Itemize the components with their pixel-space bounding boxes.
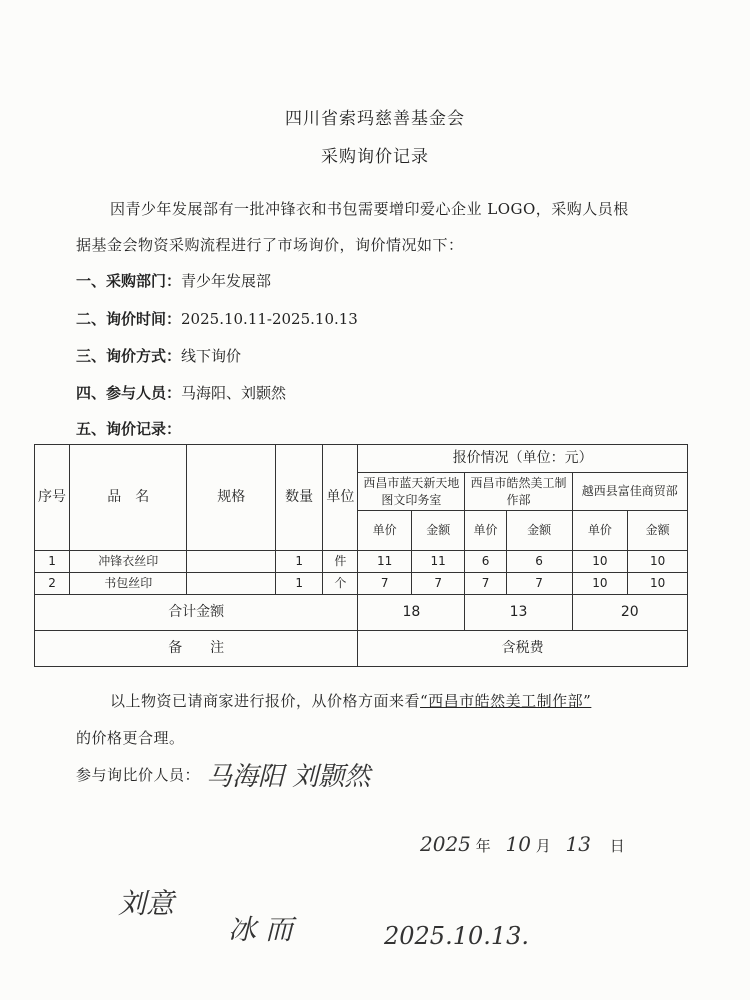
- vendor-1: 西昌市蓝天新天地图文印务室: [358, 473, 465, 511]
- cell-name: 冲锋衣丝印: [70, 551, 187, 573]
- cell-amount: 11: [411, 551, 465, 573]
- header-unit: 单位: [323, 445, 358, 551]
- cell-unit: 个: [323, 573, 358, 595]
- cell-seq: 1: [35, 551, 70, 573]
- approver-date: 2025.10.13.: [384, 922, 530, 950]
- section-record: 五、询价记录：: [76, 420, 182, 438]
- total-vendor-2: 13: [465, 595, 572, 631]
- sub-unit-price: 单价: [358, 511, 412, 551]
- intro-line-1: 因青少年发展部有一批冲锋衣和书包需要增印爱心企业 LOGO，采购人员根: [110, 200, 629, 218]
- total-label: 合计金额: [35, 595, 358, 631]
- cell-seq: 2: [35, 573, 70, 595]
- cell-amount: 10: [628, 551, 688, 573]
- cell-price: 10: [572, 551, 628, 573]
- header-spec: 规格: [187, 445, 276, 551]
- vendor-3: 越西县富佳商贸部: [572, 473, 687, 511]
- total-vendor-1: 18: [358, 595, 465, 631]
- cell-qty: 1: [275, 551, 322, 573]
- cell-price: 11: [358, 551, 412, 573]
- cell-amount: 10: [628, 573, 688, 595]
- header-seq: 序号: [35, 445, 70, 551]
- cell-price: 10: [572, 573, 628, 595]
- remark-row: [35, 631, 688, 667]
- conclusion-line-1: 以上物资已请商家进行报价，从价格方面来看“西昌市皓然美工制作部”: [110, 692, 592, 710]
- inquiry-table: [34, 444, 688, 667]
- cell-unit: 件: [323, 551, 358, 573]
- total-row: [35, 595, 688, 631]
- org-name: 四川省索玛慈善基金会: [285, 109, 465, 129]
- remark-label: 备 注: [35, 631, 358, 667]
- cell-price: 7: [465, 573, 506, 595]
- cell-price: 7: [358, 573, 412, 595]
- section-dept: 一、采购部门：青少年发展部: [76, 272, 272, 290]
- conclusion-line-2: 的价格更合理。: [76, 729, 185, 747]
- approver-signature-2: 冰 而: [228, 913, 293, 946]
- header-quote: 报价情况（单位：元）: [358, 445, 688, 473]
- cell-price: 6: [465, 551, 506, 573]
- section-time: 二、询价时间：2025.10.11-2025.10.13: [76, 310, 358, 328]
- header-qty: 数量: [275, 445, 322, 551]
- sub-unit-price: 单价: [572, 511, 628, 551]
- table-row: [35, 573, 688, 595]
- cell-amount: 7: [506, 573, 572, 595]
- page-title: 采购询价记录: [321, 147, 429, 167]
- header-name: 品 名: [70, 445, 187, 551]
- cell-spec: [187, 551, 276, 573]
- section-people: 四、参与人员：马海阳、刘颢然: [76, 384, 287, 402]
- vendor-2: 西昌市皓然美工制作部: [465, 473, 572, 511]
- sub-unit-price: 单价: [465, 511, 506, 551]
- cell-qty: 1: [275, 573, 322, 595]
- cell-name: 书包丝印: [70, 573, 187, 595]
- approver-signature-1: 刘意: [118, 887, 175, 920]
- sign-date: 2025 年 10 月 13 日: [420, 832, 625, 856]
- sub-amount: 金额: [411, 511, 465, 551]
- table-row: [35, 551, 688, 573]
- section-method: 三、询价方式：线下询价: [76, 347, 242, 365]
- selected-vendor: “西昌市皓然美工制作部”: [420, 692, 592, 710]
- participants-label: 参与询比价人员：: [76, 766, 201, 784]
- participants-signature: 马海阳 刘颢然: [206, 762, 371, 792]
- sub-amount: 金额: [628, 511, 688, 551]
- cell-spec: [187, 573, 276, 595]
- intro-line-2: 据基金会物资采购流程进行了市场询价，询价情况如下：: [76, 236, 464, 254]
- cell-amount: 7: [411, 573, 465, 595]
- total-vendor-3: 20: [572, 595, 687, 631]
- sub-amount: 金额: [506, 511, 572, 551]
- remark-value: 含税费: [358, 631, 688, 667]
- cell-amount: 6: [506, 551, 572, 573]
